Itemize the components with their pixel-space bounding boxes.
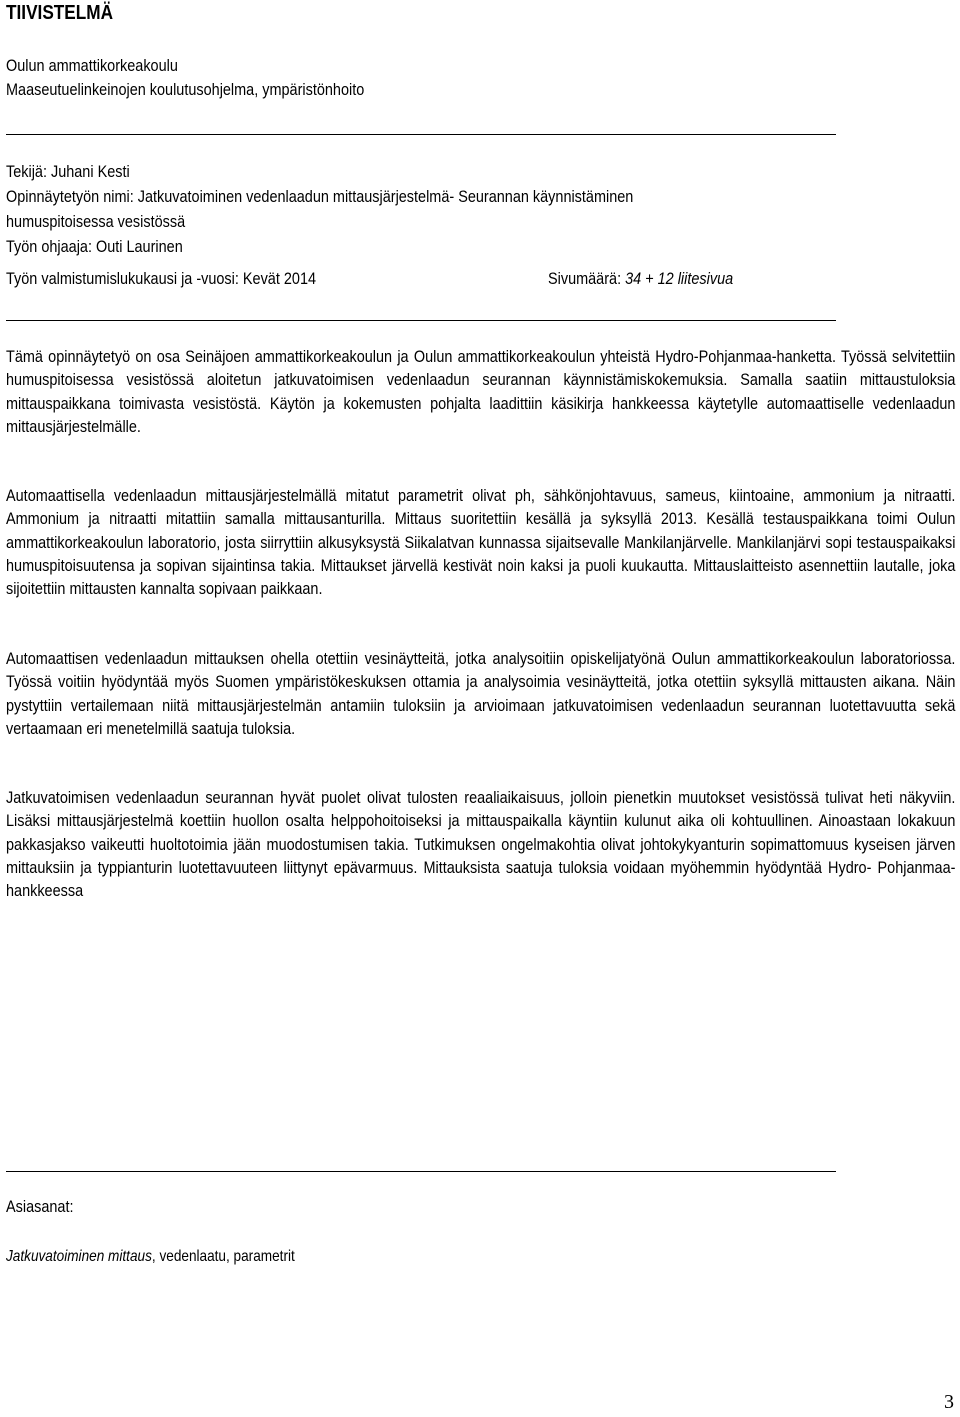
keywords-rest: , vedenlaatu, parametrit — [151, 1248, 295, 1265]
abstract-paragraph-4: Jatkuvatoimisen vedenlaadun seurannan hyvät puolet olivat tulosten reaaliaikaisuus, jolloin pienetkin muutokset vesistössä tulivat heti näkyviin. Lisäksi mittausjärjestelmä koettiin huollon osalta helppohoitoiseksi ja mittauspaikalla käyntiin kulunut aika oli kohtuullinen. Ainoastaan lokakuun pakkasjakso vaikeutti huoltotoimia jään muodostumisen takia. Tutkimuksen ongelmakohtia olivat johtokykyanturin sopimattomuus kyseisen järven mittauksiin ja typpianturin luotettavuuteen liittynyt epävarmuus. Mittauksista saatuja tuloksia voidaan myöhemmin hyödyntää Hydro- Pohjanmaa- hankkeessa — [6, 788, 956, 901]
divider-middle — [6, 320, 836, 321]
keywords-label: Asiasanat: — [6, 1197, 74, 1216]
page-count-value: 34 + 12 liitesivua — [625, 269, 734, 288]
abstract-paragraph-2: Automaattisella vedenlaadun mittausjärjestelmällä mitatut parametrit olivat ph, sähkönjohtavuus, sameus, kiintoaine, ammonium ja nitraatti. Ammonium ja nitraatti mitattiin samalla mittausanturilla. Mittaus suoritettiin kesällä ja syksyllä 2013. Kesällä testauspaikkana toimi Oulun ammattikorkeakoulun laboratorio, josta siirryttiin alkusyksystä Siikalatvan kunnassa sijaitsevalle Mankilanjärvelle. Mankilanjärvi sopi testauspaikaksi humuspitoisuutensa ja sopivan sijaintinsa takia. Mittaukset järvellä kestivät noin kaksi ja puoli kuukautta. Mittauslaitteisto asennettiin lautalle, joka sijoitettiin mittausten kannalta sopivaan paikkaan. — [6, 486, 956, 599]
page-count-line — [548, 267, 733, 291]
divider-bottom — [6, 1171, 836, 1172]
completion-line: Työn valmistumislukukausi ja -vuosi: Kevät 2014 — [6, 269, 317, 288]
page-heading: TIIVISTELMÄ — [6, 2, 114, 24]
author-line: Tekijä: Juhani Kesti — [6, 162, 130, 181]
abstract-paragraph-3: Automaattisen vedenlaadun mittauksen ohella otettiin vesinäytteitä, jotka analysoitiin opiskelijatyönä Oulun ammattikorkeakoulun laboratoriossa. Työssä voitiin hyödyntää myös Suomen ympäristökeskuksen ottamia ja analysoimia vesinäytteitä, jotka otettiin syksyllä mittausten aikana. Näin pystyttiin vertailemaan niitä mittausjärjestelmän antamiin tuloksiin ja arvioimaan jatkuvatoimisen vedenlaadun seurannan luotettavuutta sekä vertaamaan eri menetelmillä saatuja tuloksia. — [6, 649, 956, 738]
institution-name: Oulun ammattikorkeakoulu — [6, 56, 178, 75]
abstract-paragraph-1: Tämä opinnäytetyö on osa Seinäjoen ammattikorkeakoulun ja Oulun ammattikorkeakoulun yhteistä Hydro-Pohjanmaa-hanketta. Työssä selvitettiin humuspitoisessa vesistössä aloitetun jatkuvatoimisen vedenlaadun seurannan käynnistämiskokemuksia. Samalla saatiin mittaustuloksia mittauspaikkana toimivasta vesistöstä. Käytön ja kokemusten pohjalta laadittiin käsikirja hankkeessa käytetylle automaattiselle vedenlaadun mittausjärjestelmälle. — [6, 347, 956, 436]
page-count-label: Sivumäärä: — [548, 269, 626, 288]
thesis-title-line1: Opinnäytetyön nimi: Jatkuvatoiminen vedenlaadun mittausjärjestelmä- Seurannan käynnistäminen — [6, 187, 634, 206]
supervisor-line: Työn ohjaaja: Outi Laurinen — [6, 237, 183, 256]
keywords-line — [6, 1245, 295, 1269]
divider-top — [6, 134, 836, 135]
page-number: 3 — [944, 1391, 954, 1413]
programme-name: Maaseutuelinkeinojen koulutusohjelma, ympäristönhoito — [6, 80, 365, 99]
thesis-title-line2: humuspitoisessa vesistössä — [6, 212, 186, 231]
keyword-italic: Jatkuvatoiminen mittaus — [6, 1248, 152, 1265]
